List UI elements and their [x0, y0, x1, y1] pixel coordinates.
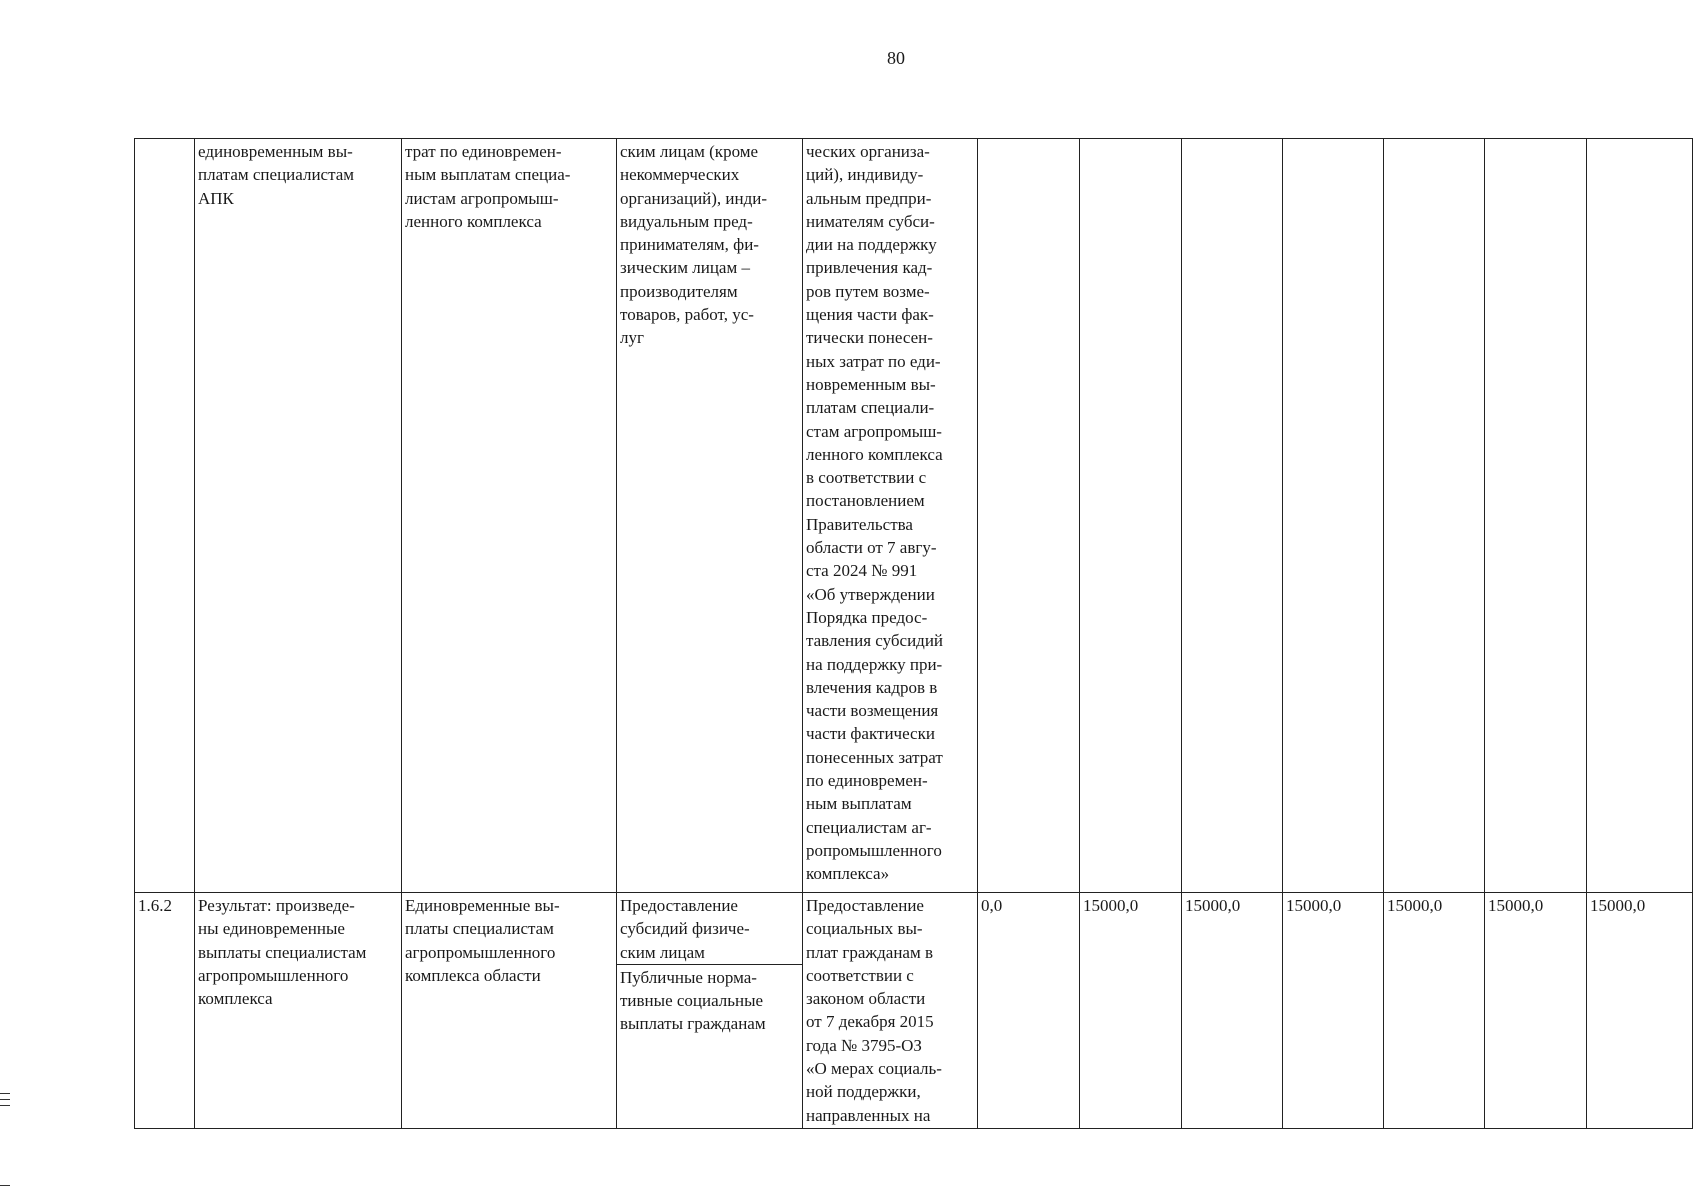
cell-value	[1485, 893, 1587, 1129]
cell-value	[1587, 893, 1693, 1129]
cell-type	[617, 139, 803, 893]
table-row	[135, 893, 1693, 1129]
value-text: 15000,0	[1387, 896, 1443, 915]
cell-number	[135, 139, 195, 893]
type-text: Предоставление субсидий физиче- ским лицам	[620, 896, 750, 962]
cell-value	[1283, 893, 1384, 1129]
page-number: 80	[887, 48, 905, 68]
cell-basis	[803, 893, 978, 1129]
cell-value	[1182, 893, 1283, 1129]
cell-result	[195, 893, 402, 1129]
cell-description	[402, 893, 617, 1129]
cell-value	[1384, 893, 1485, 1129]
description-text: Единовременные вы- платы специалистам агропромышленного комплекса области	[405, 896, 560, 985]
basis-text: Предоставление социальных вы- плат гражданам в соответствии с законом области от 7 декабря 2015 года № 3795-ОЗ «О мерах социаль- ной поддержки, направленных на	[806, 896, 942, 1125]
margin-mark	[0, 1093, 10, 1094]
result-text: единовременным вы- платам специалистам АПК	[198, 142, 355, 208]
cell-value	[1283, 139, 1384, 893]
value-text: 15000,0	[1083, 896, 1139, 915]
table-row	[135, 139, 1693, 893]
type-text: Публичные норма- тивные социальные выплаты гражданам	[617, 964, 802, 1036]
value-text: 15000,0	[1590, 896, 1646, 915]
description-text: трат по единовремен- ным выплатам специа- листам агропромыш- ленного комплекса	[405, 142, 571, 231]
cell-value	[978, 139, 1080, 893]
value-text: 15000,0	[1185, 896, 1241, 915]
cell-value	[1587, 139, 1693, 893]
cell-value	[1080, 893, 1182, 1129]
value-text: 0,0	[981, 896, 1003, 915]
cell-value	[1384, 139, 1485, 893]
margin-mark	[0, 1099, 10, 1100]
value-text: 15000,0	[1488, 896, 1544, 915]
value-text: 15000,0	[1286, 896, 1342, 915]
cell-basis	[803, 139, 978, 893]
cell-value	[1182, 139, 1283, 893]
program-table	[134, 138, 1693, 1129]
cell-description	[402, 139, 617, 893]
cell-result	[195, 139, 402, 893]
cell-number	[135, 893, 195, 1129]
cell-value	[1080, 139, 1182, 893]
margin-mark	[0, 1105, 10, 1106]
basis-text: ческих организа- ций), индивиду- альным предпри- нимателям субси- дии на поддержку привлечения кад- ров путем возме- щения части фак- тически понесен- ных затрат по еди- новременным вы- платам специали- стам агропромыш- ленного комплекса в соответствии с постановлением Правительства области от 7 авгу- ста 2024 № 991 «Об утверждении Порядка предос- тавления субсидий на поддержку при- влечения кадров в части возмещения части фактически понесенных затрат по единовремен- ным выплатам специалистам аг- ропромышленного комплекса»	[806, 142, 944, 884]
cell-value	[1485, 139, 1587, 893]
row-number: 1.6.2	[138, 896, 172, 915]
cell-type	[617, 893, 803, 1129]
cell-value	[978, 893, 1080, 1129]
result-text: Результат: произведе- ны единовременные выплаты специалистам агропромышленного комплекса	[198, 896, 367, 1009]
margin-mark	[0, 1185, 10, 1186]
type-text: ским лицам (кроме некоммерческих организаций), инди- видуальным пред- принимателям, фи- зическим лицам – производителям товаров, работ, ус- луг	[620, 142, 768, 348]
